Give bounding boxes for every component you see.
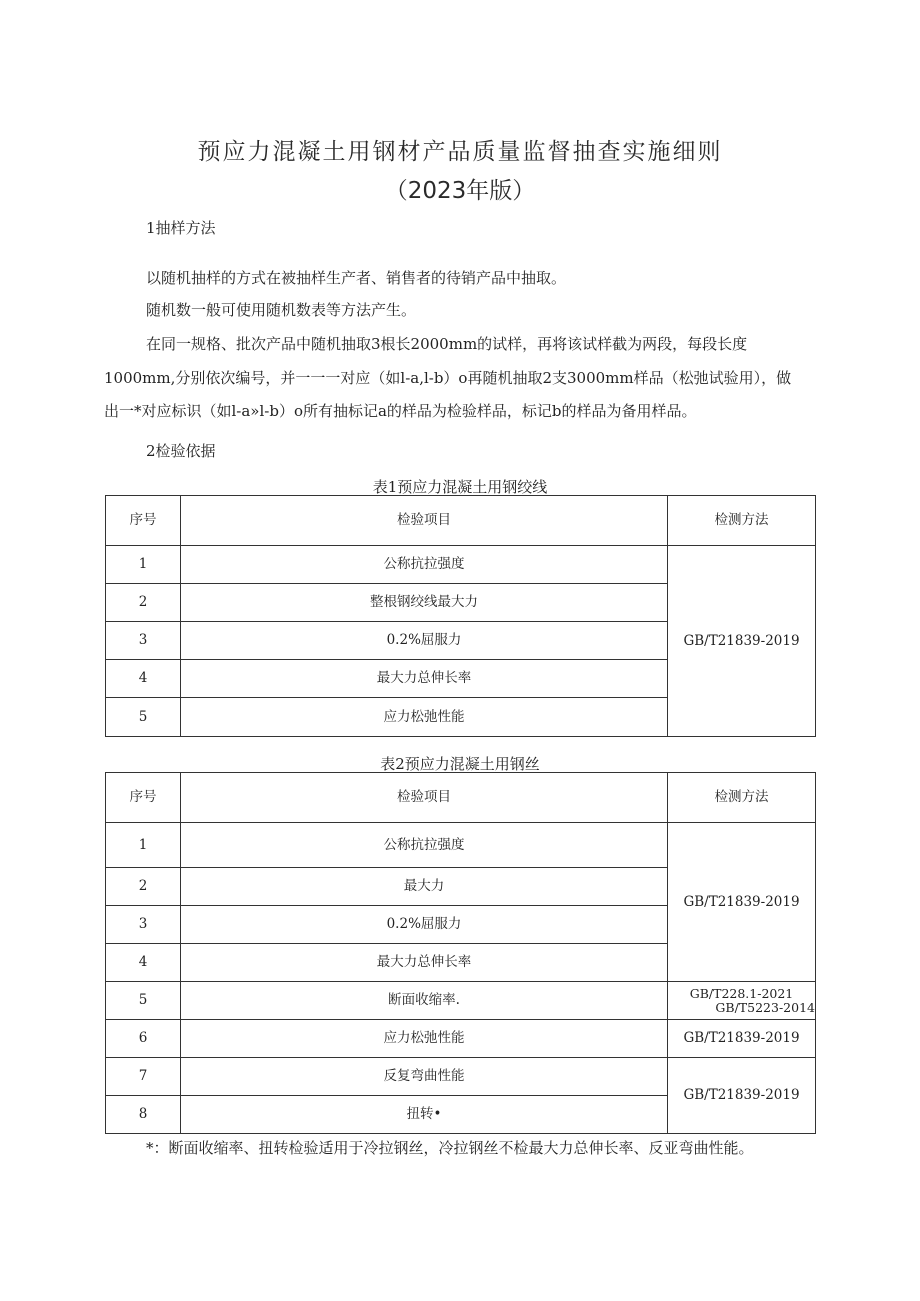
row-number: 7 <box>106 1058 181 1096</box>
row-number: 5 <box>106 982 181 1020</box>
table-row <box>106 546 816 584</box>
row-item: 公称抗拉强度 <box>181 823 668 868</box>
table-row <box>106 1020 816 1058</box>
table-row <box>106 982 816 1020</box>
row-number: 3 <box>106 622 181 660</box>
row-item: 断面收缩率. <box>181 982 668 1020</box>
row-item: 最大力总伸长率 <box>181 944 668 982</box>
table2-caption: 表2预应力混凝土用钢丝 <box>380 755 540 773</box>
document-title: 预应力混凝土用钢材产品质量监督抽查实施细则 <box>197 139 723 165</box>
row-number: 3 <box>106 906 181 944</box>
row-item: 最大力 <box>181 868 668 906</box>
table2 <box>105 772 816 1134</box>
table-header-row <box>106 773 816 823</box>
method-line: GB/T5223-2014 <box>715 999 815 1015</box>
section-heading-basis: 2检验依据 <box>146 442 216 460</box>
row-item: 0.2%屈服力 <box>181 622 668 660</box>
method-cell: GB/T21839-2019 <box>668 1020 816 1058</box>
row-number: 1 <box>106 823 181 868</box>
row-item: 最大力总伸长率 <box>181 660 668 698</box>
row-item: 反复弯曲性能 <box>181 1058 668 1096</box>
row-number: 4 <box>106 944 181 982</box>
row-number: 2 <box>106 584 181 622</box>
section-heading-sampling: 1抽样方法 <box>146 219 216 237</box>
table1-caption: 表1预应力混凝土用钢绞线 <box>372 478 548 496</box>
header-cell: 序号 <box>106 773 181 823</box>
paragraph: 出一*对应标识（如l-a»l-b）o所有抽标记a的样品为检验样品，标记b的样品为备用样品。 <box>104 402 697 420</box>
row-item: 0.2%屈服力 <box>181 906 668 944</box>
header-cell: 检验项目 <box>181 773 668 823</box>
table1 <box>105 495 816 737</box>
paragraph: 在同一规格、批次产品中随机抽取3根长2000mm的试样，再将该试样截为两段，每段长度 <box>146 335 748 353</box>
row-item: 扭转• <box>181 1096 668 1134</box>
row-number: 6 <box>106 1020 181 1058</box>
table-row <box>106 823 816 868</box>
table2-footnote: *：断面收缩率、扭转检验适用于冷拉钢丝，冷拉钢丝不检最大力总伸长率、反亚弯曲性能。 <box>146 1139 754 1157</box>
row-item: 应力松弛性能 <box>181 1020 668 1058</box>
row-number: 5 <box>106 698 181 737</box>
paragraph: 随机数一般可使用随机数表等方法产生。 <box>146 301 417 319</box>
method-cell: GB/T21839-2019 <box>668 823 816 982</box>
row-item: 公称抗拉强度 <box>181 546 668 584</box>
row-number: 8 <box>106 1096 181 1134</box>
method-cell: GB/T21839-2019 <box>668 1058 816 1134</box>
paragraph: 1000mm,分别依次编号，并一一一对应（如l-a,l-b）o再随机抽取2支3000mm样品（松弛试验用），做 <box>104 369 792 387</box>
header-cell: 检测方法 <box>668 496 816 546</box>
header-cell: 检验项目 <box>181 496 668 546</box>
row-number: 1 <box>106 546 181 584</box>
row-item: 整根钢绞线最大力 <box>181 584 668 622</box>
paragraph: 以随机抽样的方式在被抽样生产者、销售者的待销产品中抽取。 <box>146 269 567 287</box>
method-line: GB/T228.1-2021 <box>689 985 794 1001</box>
method-cell-dual <box>668 982 816 1020</box>
header-cell: 检测方法 <box>668 773 816 823</box>
table-row <box>106 1058 816 1096</box>
header-cell: 序号 <box>106 496 181 546</box>
row-number: 2 <box>106 868 181 906</box>
table-header-row <box>106 496 816 546</box>
row-number: 4 <box>106 660 181 698</box>
method-cell: GB/T21839-2019 <box>668 546 816 737</box>
row-item: 应力松弛性能 <box>181 698 668 737</box>
document-subtitle: （2023年版） <box>384 178 536 204</box>
